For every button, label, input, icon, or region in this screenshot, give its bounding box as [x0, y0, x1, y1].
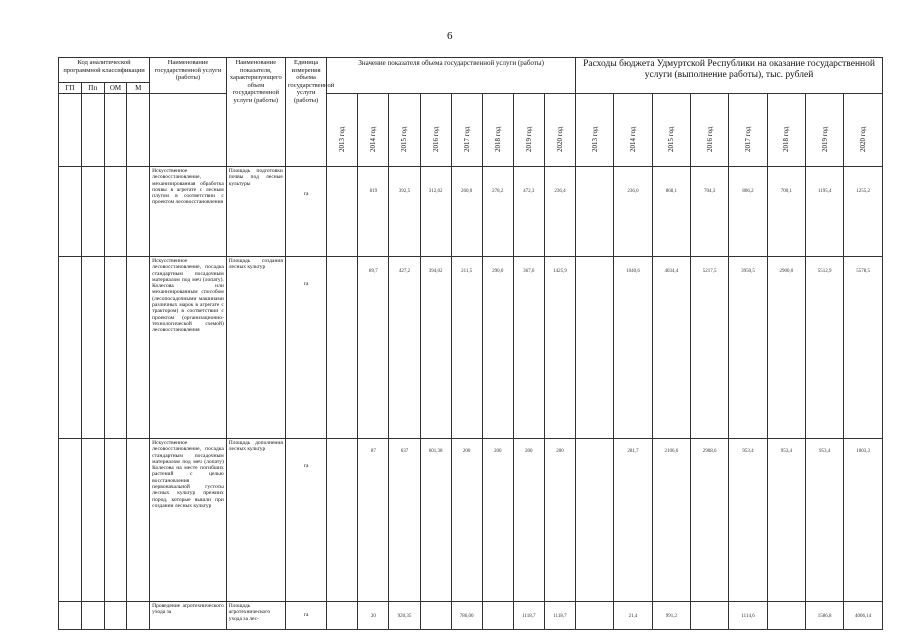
expense-cell [576, 602, 614, 630]
volume-year-2016: 2016 год [420, 94, 451, 167]
expense-year-2015: 2015 год [652, 94, 690, 167]
table-row [59, 167, 883, 257]
expense-cell: 5578,5 [844, 257, 883, 439]
volume-cell: 786,00 [451, 602, 482, 630]
expense-cell: 1255,2 [844, 167, 883, 257]
expense-cell: 2106,6 [652, 439, 690, 602]
expense-cell [691, 602, 729, 630]
volume-cell: 200 [451, 439, 482, 602]
unit-cell: га [285, 602, 326, 630]
volume-cell: 637 [389, 439, 420, 602]
volume-cell: 236,4 [544, 167, 575, 257]
expense-cell [767, 602, 805, 630]
volume-cell: 200 [544, 439, 575, 602]
volume-cell [420, 602, 451, 630]
volume-cell: 87 [358, 439, 389, 602]
expense-cell: 806,2 [729, 167, 767, 257]
expense-year-2014: 2014 год [614, 94, 652, 167]
unit-cell: га [285, 257, 326, 439]
volume-cell [482, 602, 513, 630]
table-row [59, 439, 883, 602]
expense-cell: 2900,0 [767, 257, 805, 439]
volume-year-2014: 2014 год [358, 94, 389, 167]
page-number: 6 [447, 30, 453, 42]
expense-cell: 1114,6 [729, 602, 767, 630]
budget-table [58, 57, 883, 630]
expense-cell: 1003,3 [844, 439, 883, 602]
expense-cell: 953,4 [729, 439, 767, 602]
expense-cell [576, 257, 614, 439]
expense-cell: 953,4 [806, 439, 844, 602]
expense-year-2013: 2013 год [576, 94, 614, 167]
code-col-om: ОМ [104, 83, 127, 94]
volume-cell: 260,0 [451, 167, 482, 257]
volume-cell [327, 439, 358, 602]
header-row-1 [59, 58, 883, 83]
expense-cell: 1040,6 [614, 257, 652, 439]
service-cell: Искусственное лесовосстановление, посадка стандартным посадочным материалом под меч (лопату) Колесова на месте погибших растений с целью восстановления первоначальной густоты лесных культур прежних пород, которые вышли при создании лесных культур [150, 439, 227, 602]
volume-year-2013: 2013 год [327, 94, 358, 167]
volume-cell [327, 167, 358, 257]
expense-cell: 4034,4 [652, 257, 690, 439]
expense-cell: 5217,5 [691, 257, 729, 439]
service-cell: Искусственное лесовосстановление, механизированная обработка почвы в агрегате с лесным плугом в соответствии с проектом лесовосстановления [150, 167, 227, 257]
code-col-m: М [127, 83, 150, 94]
expense-cell: 4006,14 [844, 602, 883, 630]
code-col-gp: ГП [59, 83, 82, 94]
expense-cell: 5512,9 [806, 257, 844, 439]
table-row [59, 602, 883, 630]
volume-cell: 1118,7 [544, 602, 575, 630]
volume-year-2019: 2019 год [513, 94, 544, 167]
expense-year-2017: 2017 год [729, 94, 767, 167]
code-spacer [104, 94, 127, 167]
code-col-pp: Пп [81, 83, 104, 94]
expense-cell [576, 167, 614, 257]
volume-cell: 819 [358, 167, 389, 257]
indicator-cell: Площадь подготовки почвы под лесные культуры [226, 167, 285, 257]
indicator-name-header: Наименование показателя, характеризующего объем государственной услуги (работы) [226, 58, 285, 167]
unit-cell: га [285, 439, 326, 602]
unit-header: Единица измерения объема государственной услуги (работы) [285, 58, 326, 167]
expense-year-2019: 2019 год [806, 94, 844, 167]
indicator-cell: Площадь дополнения лесных культур [226, 439, 285, 602]
expense-cell: 868,1 [652, 167, 690, 257]
volume-cell: 394,02 [420, 257, 451, 439]
expense-cell: 704,3 [691, 167, 729, 257]
indicator-cell: Площадь создания лесных культур [226, 257, 285, 439]
service-cell: Проведение агротехнического ухода за [150, 602, 227, 630]
volume-cell: 200 [513, 439, 544, 602]
volume-cell: 367,6 [513, 257, 544, 439]
volume-cell: 20 [358, 602, 389, 630]
expense-cell: 700,1 [767, 167, 805, 257]
code-group-header: Код аналитической программной классификации [59, 58, 150, 83]
expense-cell: 236,0 [614, 167, 652, 257]
expense-year-2018: 2018 год [767, 94, 805, 167]
volume-cell: 1118,7 [513, 602, 544, 630]
expense-cell [576, 439, 614, 602]
expense-cell: 1586,8 [806, 602, 844, 630]
volume-cell: 89,7 [358, 257, 389, 439]
volume-cell: 278,2 [482, 167, 513, 257]
code-spacer [81, 94, 104, 167]
unit-cell: га [285, 167, 326, 257]
volume-cell: 1425,9 [544, 257, 575, 439]
volume-year-2017: 2017 год [451, 94, 482, 167]
volume-cell: 290,0 [482, 257, 513, 439]
service-name-header: Наименование государственной услуги (работы) [150, 58, 227, 94]
volume-cell [327, 257, 358, 439]
expense-cell: 21,4 [614, 602, 652, 630]
expense-year-2020: 2020 год [844, 94, 883, 167]
expense-cell: 953,4 [767, 439, 805, 602]
header-row-years [59, 94, 883, 167]
expense-cell: 281,7 [614, 439, 652, 602]
expense-cell: 3950,5 [729, 257, 767, 439]
expense-year-2016: 2016 год [691, 94, 729, 167]
expense-cell: 1195,4 [806, 167, 844, 257]
volume-cell: 472,3 [513, 167, 544, 257]
service-spacer [150, 94, 227, 167]
table-row [59, 257, 883, 439]
expense-cell: 2908,6 [691, 439, 729, 602]
volume-cell: 392,5 [389, 167, 420, 257]
volume-group-header: Значение показателя объема государственной услуги (работы) [327, 58, 576, 94]
volume-year-2020: 2020 год [544, 94, 575, 167]
volume-cell: 601,38 [420, 439, 451, 602]
volume-cell: 920,35 [389, 602, 420, 630]
code-spacer [59, 94, 82, 167]
volume-cell: 312,02 [420, 167, 451, 257]
volume-year-2015: 2015 год [389, 94, 420, 167]
volume-cell: 200 [482, 439, 513, 602]
code-spacer [127, 94, 150, 167]
expense-cell: 991,2 [652, 602, 690, 630]
volume-year-2018: 2018 год [482, 94, 513, 167]
service-cell: Искусственное лесовосстановление, посадка стандартным посадочным материалом под меч (лопату). Колесова или механизированным способом (лесопосадочными машинами различных марок в агрегате с трактором) в соответствии с проектом (организационно-технологической схемой) лесовосстановления [150, 257, 227, 439]
volume-cell: 211,5 [451, 257, 482, 439]
expense-group-header: Расходы бюджета Удмуртской Республики на оказание государственной услуги (выполнение работы), тыс. рублей [576, 58, 883, 94]
indicator-cell: Площадь агротехнического ухода за лес- [226, 602, 285, 630]
volume-cell [327, 602, 358, 630]
volume-cell: 427,2 [389, 257, 420, 439]
